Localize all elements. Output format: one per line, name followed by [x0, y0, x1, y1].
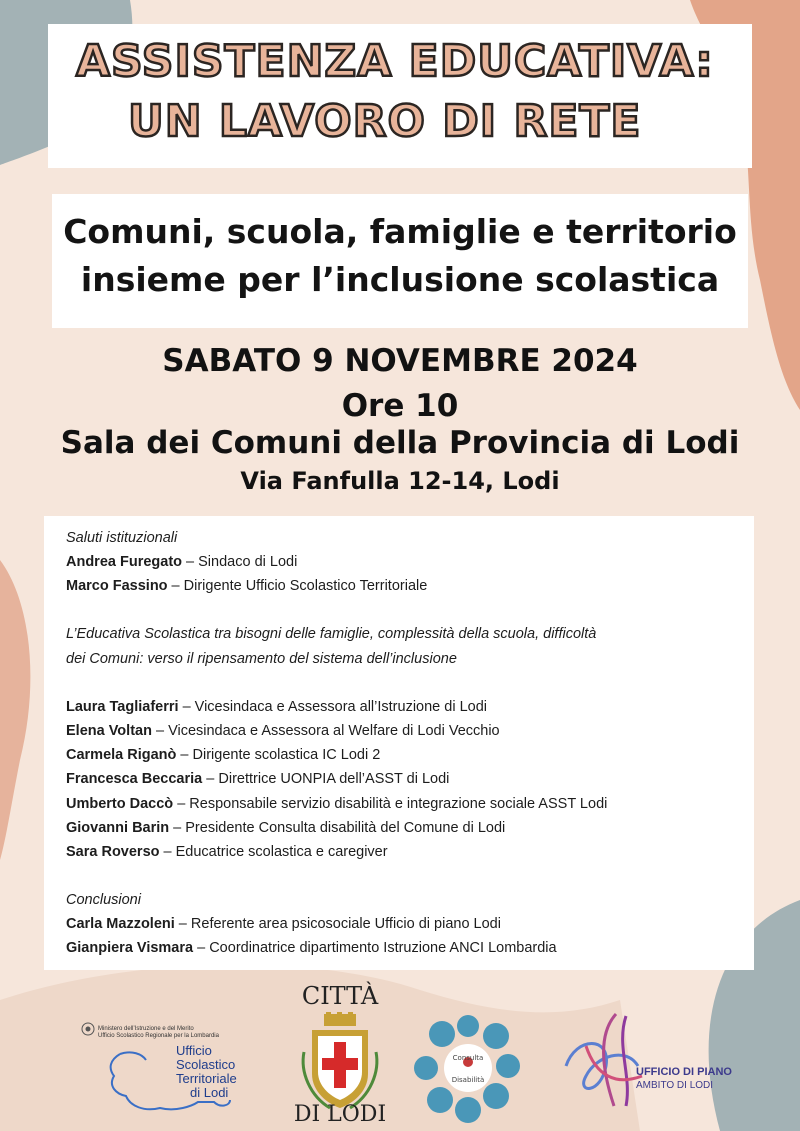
conclusion-speaker	[66, 916, 501, 932]
main-title-line-2: UN LAVORO DI RETE	[128, 96, 642, 147]
speaker-name: Carmela Riganò	[66, 747, 177, 763]
event-address: Via Fanfulla 12-14, Lodi	[240, 467, 560, 495]
ust-line-3: Territoriale	[176, 1071, 237, 1086]
event-venue: Sala dei Comuni della Provincia di Lodi	[60, 425, 740, 461]
salmon-blob-left	[0, 560, 30, 860]
ust-lodi-logo	[80, 1020, 270, 1120]
ufficio-piano-line-1: UFFICIO DI PIANO	[636, 1066, 732, 1078]
consulta-icons-ring	[412, 1014, 524, 1126]
event-date: SABATO 9 NOVEMBRE 2024	[162, 343, 638, 379]
subtitle-line-1: Comuni, scuola, famiglie e territorio	[63, 212, 737, 251]
greeting-speaker	[66, 578, 427, 594]
speaker-name: Umberto Daccò	[66, 796, 174, 812]
speaker-role: – Presidente Consulta disabilità del Comune di Lodi	[169, 820, 506, 836]
speaker-role: – Vicesindaca e Assessora all’Istruzione di Lodi	[178, 699, 487, 715]
ust-line-1: Ufficio	[176, 1043, 212, 1058]
panel-speaker	[66, 771, 449, 787]
panel-speaker	[66, 699, 487, 715]
speaker-role: – Direttrice UONPIA dell’ASST di Lodi	[202, 771, 450, 787]
speaker-role: – Educatrice scolastica e caregiver	[159, 844, 388, 860]
speaker-name: Andrea Furegato	[66, 554, 183, 570]
consulta-line-2: Disabilità	[451, 1076, 485, 1084]
ufficio-di-piano-logo	[556, 1006, 732, 1118]
consulta-disabilita-logo	[412, 1014, 524, 1126]
subtitle-line-2: insieme per l’inclusione scolastica	[80, 260, 720, 299]
panel-speaker	[66, 796, 607, 812]
consulta-line-1: Consulta	[452, 1054, 484, 1062]
speaker-role: – Dirigente scolastica IC Lodi 2	[176, 747, 381, 763]
speaker-name: Gianpiera Vismara	[66, 940, 194, 956]
citta-label: CITTÀ	[301, 982, 379, 1010]
city-crest-icon	[290, 1012, 390, 1112]
citta-di-lodi-logo	[290, 982, 390, 1128]
speaker-name: Giovanni Barin	[66, 820, 170, 836]
speaker-role: – Dirigente Ufficio Scolastico Territoriale	[167, 578, 428, 594]
program-card	[44, 516, 754, 970]
speaker-role: – Vicesindaca e Assessora al Welfare di Lodi Vecchio	[151, 723, 500, 739]
panel-speaker	[66, 844, 388, 860]
panel-speaker	[66, 820, 505, 836]
speaker-role: – Sindaco di Lodi	[182, 554, 298, 570]
conclusions-label: Conclusioni	[66, 892, 141, 908]
event-time: Ore 10	[341, 388, 459, 424]
main-title-line-1: ASSISTENZA EDUCATIVA:	[76, 36, 714, 87]
greeting-speaker	[66, 554, 297, 570]
ministry-text: Ministero dell’Istruzione e del Merito	[98, 1026, 194, 1032]
di-lodi-label: DI LODI	[293, 1102, 387, 1127]
greetings-label: Saluti istituzionali	[66, 530, 178, 546]
speaker-role: – Coordinatrice dipartimento Istruzione ANCI Lombardia	[193, 940, 557, 956]
panel-speaker	[66, 747, 380, 763]
speaker-name: Laura Tagliaferri	[66, 699, 179, 715]
ust-line-4: di Lodi	[190, 1085, 229, 1100]
panel-speaker	[66, 723, 500, 739]
ust-name	[176, 1044, 237, 1100]
ust-line-2: Scolastico	[176, 1057, 236, 1072]
ribbon-icon	[556, 1006, 646, 1116]
conclusion-speaker	[66, 940, 557, 956]
speaker-name: Marco Fassino	[66, 578, 168, 594]
subtitle-card	[52, 194, 748, 328]
speaker-name: Sara Roverso	[66, 844, 160, 860]
speaker-role: – Responsabile servizio disabilità e integrazione sociale ASST Lodi	[173, 796, 608, 812]
theme-line-1: L’Educativa Scolastica tra bisogni delle famiglie, complessità della scuola, difficoltà	[66, 626, 597, 642]
speaker-role: – Referente area psicosociale Ufficio di piano Lodi	[174, 916, 501, 932]
speaker-name: Elena Voltan	[66, 723, 152, 739]
speaker-name: Carla Mazzoleni	[66, 916, 175, 932]
usr-text: Ufficio Scolastico Regionale per la Lombardia	[98, 1033, 219, 1039]
theme-line-2: dei Comuni: verso il ripensamento del sistema dell’inclusione	[66, 651, 457, 667]
speaker-name: Francesca Beccaria	[66, 771, 203, 787]
ufficio-piano-line-2: AMBITO DI LODI	[636, 1080, 714, 1091]
